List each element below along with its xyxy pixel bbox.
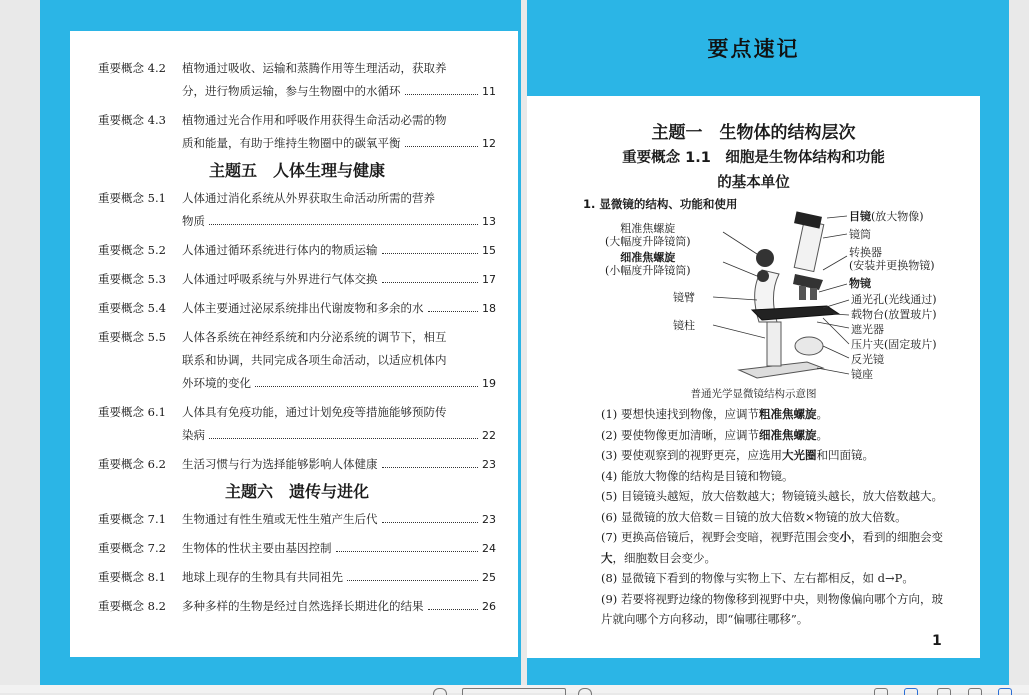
section-heading: 1. 显微镜的结构、功能和使用: [583, 197, 738, 211]
toc-entry[interactable]: [98, 57, 496, 103]
concept-code: 重要概念 5.3: [98, 272, 166, 286]
concept-title: 重要概念 1.1 细胞是生物体结构和功能: [622, 150, 885, 166]
page-ref: 23: [482, 458, 496, 471]
entry-text: 分，进行物质运输，参与生物圈中的水循环: [182, 84, 401, 98]
entry-text: 物质: [182, 214, 205, 228]
point-item: (9) 若要将视野边缘的物像移到视野中央，则物像偏向哪个方向，玻片就向哪个方向移动，即“偏哪往哪移”。: [601, 591, 943, 626]
label-objective: 物镜: [849, 277, 871, 290]
zoom-out-icon[interactable]: [433, 688, 447, 695]
toc-entry[interactable]: [98, 268, 496, 291]
page-input[interactable]: [462, 688, 566, 695]
point-item: (4) 能放大物像的结构是目镜和物镜。: [601, 468, 794, 483]
toc-entry[interactable]: [98, 401, 496, 447]
label-arm: 镜臂: [673, 291, 695, 304]
entry-text: 人体具有免疫功能，通过计划免疫等措施能够预防传: [182, 405, 447, 419]
point-item: (7) 更换高倍镜后，视野会变暗，视野范围会变小，看到的细胞会变大，细胞数目会变少。: [601, 530, 943, 565]
concept-code: 重要概念 7.1: [98, 512, 166, 526]
label-diaphragm: 遮光器: [851, 323, 884, 336]
page-ref: 25: [482, 571, 496, 584]
entry-text: 人体通过呼吸系统与外界进行气体交换: [182, 272, 378, 286]
concept-code: 重要概念 5.4: [98, 301, 166, 315]
entry-text: 生物体的性状主要由基因控制: [182, 541, 332, 555]
label-converter: 转换器 (安装并更换物镜): [849, 246, 935, 272]
toc-entry[interactable]: [98, 297, 496, 320]
page-ref: 19: [482, 377, 496, 390]
label-fine-focus: 细准焦螺旋 (小幅度升降镜筒): [605, 251, 691, 277]
label-base: 镜座: [851, 368, 873, 381]
concept-code: 重要概念 4.2: [98, 61, 166, 75]
entry-text: 外环境的变化: [182, 376, 251, 390]
label-coarse-focus: 粗准焦螺旋 (大幅度升降镜筒): [605, 222, 691, 248]
view-book-icon[interactable]: [998, 688, 1012, 695]
concept-code: 重要概念 4.3: [98, 113, 166, 127]
page-ref: 13: [482, 215, 496, 228]
concept-title-cont: 的基本单位: [717, 175, 790, 191]
entry-text: 质和能量，有助于维持生物圈中的碳氧平衡: [182, 136, 401, 150]
entry-text: 联系和协调，共同完成各项生命活动，以适应机体内: [182, 353, 447, 367]
page-ref: 22: [482, 429, 496, 442]
entry-text: 植物通过光合作用和呼吸作用获得生命活动必需的物: [182, 113, 447, 127]
key-points: [601, 404, 953, 630]
concept-code: 重要概念 5.5: [98, 330, 166, 344]
page-number: 1: [932, 633, 942, 649]
toc-entry[interactable]: [98, 239, 496, 262]
toc-entry[interactable]: [98, 453, 496, 476]
entry-text: 人体通过循环系统进行体内的物质运输: [182, 243, 378, 257]
label-pillar: 镜柱: [673, 319, 695, 332]
entry-text: 植物通过吸收、运输和蒸腾作用等生理活动，获取养: [182, 61, 447, 75]
right-content: [527, 0, 980, 685]
table-of-contents: [98, 57, 496, 624]
toc-entry[interactable]: [98, 109, 496, 155]
page-ref: 23: [482, 513, 496, 526]
label-aperture: 通光孔(光线通过): [851, 293, 937, 306]
concept-code: 重要概念 5.2: [98, 243, 166, 257]
entry-text: 生活习惯与行为选择能够影响人体健康: [182, 457, 378, 471]
label-stage: 载物台(放置玻片): [851, 308, 937, 321]
concept-code: 重要概念 5.1: [98, 191, 166, 205]
view-single-icon[interactable]: [874, 688, 888, 695]
entry-text: 人体主要通过泌尿系统排出代谢废物和多余的水: [182, 301, 424, 315]
header-title: 要点速记: [707, 37, 800, 61]
concept-code: 重要概念 6.1: [98, 405, 166, 419]
microscope-figure: [605, 210, 947, 382]
label-clip: 压片夹(固定玻片): [851, 338, 937, 351]
page-ref: 12: [482, 137, 496, 150]
page-ref: 18: [482, 302, 496, 315]
page-ref: 17: [482, 273, 496, 286]
toc-entry[interactable]: [98, 566, 496, 589]
entry-text: 多种多样的生物是经过自然选择长期进化的结果: [182, 599, 424, 613]
point-item: (1) 要想快速找到物像，应调节粗准焦螺旋。: [601, 407, 828, 421]
theme-heading: 主题六 遗传与进化: [224, 482, 369, 501]
concept-code: 重要概念 8.1: [98, 570, 166, 584]
toc-entry[interactable]: [98, 326, 496, 395]
view-double-icon[interactable]: [904, 688, 918, 695]
concept-code: 重要概念 6.2: [98, 457, 166, 471]
figure-caption: 普通光学显微镜结构示意图: [690, 388, 817, 400]
toc-entry[interactable]: [98, 508, 496, 531]
entry-text: 人体通过消化系统从外界获取生命活动所需的营养: [182, 191, 435, 205]
theme-title: 主题一 生物体的结构层次: [651, 123, 856, 143]
label-eyepiece: 目镜(放大物像): [849, 210, 924, 223]
label-mirror: 反光镜: [851, 353, 884, 366]
concept-code: 重要概念 8.2: [98, 599, 166, 613]
point-item: (3) 要使观察到的视野更亮，应选用大光圈和凹面镜。: [601, 448, 874, 462]
entry-text: 地球上现存的生物具有共同祖先: [182, 570, 343, 584]
point-item: (8) 显微镜下看到的物像与实物上下、左右都相反，如 d→P。: [601, 571, 914, 585]
concept-code: 重要概念 7.2: [98, 541, 166, 555]
toc-entry[interactable]: [98, 187, 496, 233]
view-grid-icon[interactable]: [968, 688, 982, 695]
entry-text: 人体各系统在神经系统和内分泌系统的调节下，相互: [182, 330, 447, 344]
left-page: [40, 0, 521, 685]
page-ref: 11: [482, 85, 496, 98]
label-tube: 镜筒: [849, 228, 871, 241]
toc-entry[interactable]: [98, 537, 496, 560]
page-ref: 24: [482, 542, 496, 555]
point-item: (5) 目镜镜头越短，放大倍数越大；物镜镜头越长，放大倍数越大。: [601, 489, 943, 503]
view-scroll-icon[interactable]: [937, 688, 951, 695]
toc-entry[interactable]: [98, 595, 496, 618]
zoom-in-icon[interactable]: [578, 688, 592, 695]
entry-text: 染病: [182, 428, 205, 442]
point-item: (2) 要使物像更加清晰，应调节细准焦螺旋。: [601, 427, 828, 442]
page-ref: 15: [482, 244, 496, 257]
page-ref: 26: [482, 600, 496, 613]
theme-heading: 主题五 人体生理与健康: [208, 161, 385, 180]
point-item: (6) 显微镜的放大倍数＝目镜的放大倍数×物镜的放大倍数。: [601, 509, 907, 524]
toc-panel: [70, 31, 518, 657]
entry-text: 生物通过有性生殖或无性生殖产生后代: [182, 512, 378, 526]
